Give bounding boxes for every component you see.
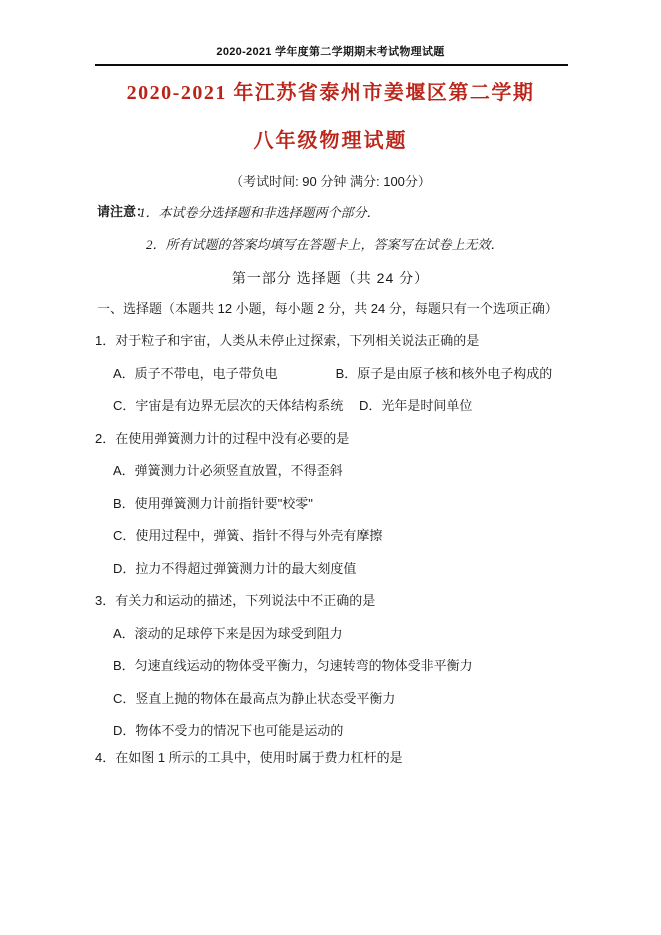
- notice-item-2: 2．所有试题的答案均填写在答题卡上，答案写在试卷上无效．: [146, 237, 504, 252]
- question-3-option-c: C．竖直上抛的物体在最高点为静止状态受平衡力: [113, 691, 396, 706]
- question-4-stem: 4．在如图 1 所示的工具中，使用时属于费力杠杆的是: [95, 750, 403, 765]
- notice-item-1: 1．本试卷分选择题和非选择题两个部分．: [139, 205, 380, 220]
- question-1-option-c: C．宇宙是有边界无层次的天体结构系统: [113, 398, 344, 413]
- question-3-option-a: A．滚动的足球停下来是因为球受到阻力: [113, 626, 343, 641]
- running-header: 2020-2021 学年度第二学期期末考试物理试题: [216, 46, 445, 58]
- question-3-option-d: D．物体不受力的情况下也可能是运动的: [113, 723, 344, 738]
- question-1-option-b: B．原子是由原子核和核外电子构成的: [335, 366, 553, 381]
- question-2-option-d: D．拉力不得超过弹簧测力计的最大刻度值: [113, 561, 357, 576]
- exam-meta: （考试时间: 90 分钟 满分: 100分）: [230, 174, 431, 189]
- question-1-options-ab: [113, 366, 552, 382]
- question-1-options-cd: [113, 398, 472, 414]
- doc-title-subtitle: 八年级物理试题: [253, 130, 408, 152]
- question-2-option-a: A．弹簧测力计必须竖直放置，不得歪斜: [113, 463, 343, 478]
- section-intro: 一、选择题（本题共 12 小题，每小题 2 分，共 24 分，每题只有一个选项正确）: [97, 301, 558, 316]
- header-rule: [95, 64, 568, 66]
- question-2-stem: 2．在使用弹簧测力计的过程中没有必要的是: [95, 431, 350, 446]
- question-2-option-c: C．使用过程中，弹簧、指针不得与外壳有摩擦: [113, 528, 383, 543]
- doc-title-line1: 2020-2021 年江苏省泰州市姜堰区第二学期: [126, 82, 535, 104]
- notice-label: 请注意：: [97, 204, 150, 219]
- question-3-stem: 3．有关力和运动的描述，下列说法中不正确的是: [95, 593, 376, 608]
- question-1-stem: 1．对于粒子和宇宙，人类从未停止过探索，下列相关说法正确的是: [95, 333, 480, 348]
- question-1-option-a: A．质子不带电，电子带负电: [113, 366, 278, 381]
- question-1-option-d: D．光年是时间单位: [359, 398, 473, 413]
- question-2-option-b: B．使用弹簧测力计前指针要"校零": [113, 496, 313, 511]
- question-3-option-b: B．匀速直线运动的物体受平衡力，匀速转弯的物体受非平衡力: [113, 658, 473, 673]
- part1-heading: 第一部分 选择题（共 24 分）: [231, 270, 430, 286]
